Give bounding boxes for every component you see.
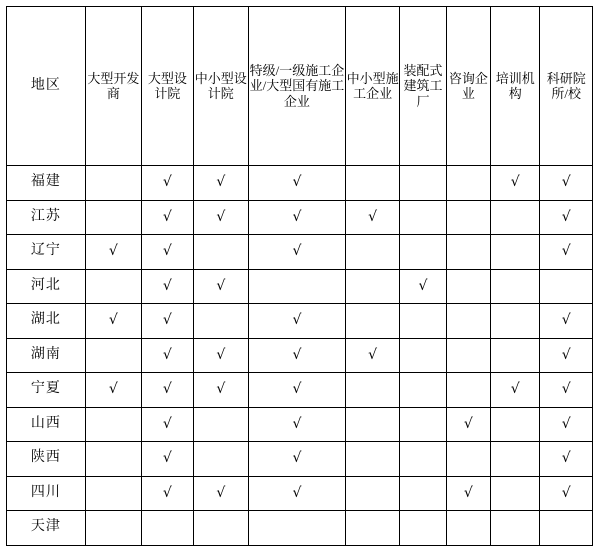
empty-cell xyxy=(345,166,399,201)
table-row xyxy=(7,269,593,304)
check-cell xyxy=(193,373,248,408)
table-row xyxy=(7,511,593,546)
check-icon: √ xyxy=(292,346,302,363)
check-icon: √ xyxy=(216,208,226,225)
check-cell xyxy=(85,373,141,408)
table-row xyxy=(7,476,593,511)
empty-cell xyxy=(446,200,490,235)
empty-cell xyxy=(400,373,446,408)
check-icon: √ xyxy=(292,484,302,501)
empty-cell xyxy=(85,476,141,511)
check-icon: √ xyxy=(418,277,428,294)
empty-cell xyxy=(491,407,540,442)
check-cell xyxy=(193,200,248,235)
empty-cell xyxy=(400,166,446,201)
check-cell xyxy=(142,304,193,339)
region-cell: 四川 xyxy=(7,476,86,511)
check-icon: √ xyxy=(216,484,226,501)
check-cell xyxy=(142,373,193,408)
check-cell xyxy=(142,338,193,373)
column-header-prefabrication-factory: 装配式建筑工厂 xyxy=(400,7,446,166)
table-body xyxy=(7,166,593,546)
table-row xyxy=(7,338,593,373)
empty-cell xyxy=(85,511,141,546)
empty-cell xyxy=(142,511,193,546)
column-header-small-medium-design-institute: 中小型设计院 xyxy=(193,7,248,166)
check-cell xyxy=(142,166,193,201)
check-icon: √ xyxy=(162,484,172,501)
check-cell xyxy=(491,166,540,201)
check-icon: √ xyxy=(162,312,172,329)
table-row xyxy=(7,407,593,442)
check-icon: √ xyxy=(292,208,302,225)
check-cell xyxy=(540,373,593,408)
region-cell: 河北 xyxy=(7,269,86,304)
check-icon: √ xyxy=(561,346,571,363)
check-icon: √ xyxy=(561,484,571,501)
empty-cell xyxy=(400,511,446,546)
check-icon: √ xyxy=(561,208,571,225)
check-icon: √ xyxy=(292,450,302,467)
column-header-special-grade-construction-enterprise: 特级/一级施工企业/大型国有施工企业 xyxy=(249,7,346,166)
empty-cell xyxy=(345,442,399,477)
check-icon: √ xyxy=(162,346,172,363)
table-row xyxy=(7,200,593,235)
empty-cell xyxy=(446,304,490,339)
check-icon: √ xyxy=(368,346,378,363)
empty-cell xyxy=(249,269,346,304)
check-cell xyxy=(540,235,593,270)
check-icon: √ xyxy=(292,312,302,329)
empty-cell xyxy=(491,476,540,511)
check-cell xyxy=(249,304,346,339)
table-row xyxy=(7,304,593,339)
check-icon: √ xyxy=(292,174,302,191)
check-icon: √ xyxy=(162,243,172,260)
empty-cell xyxy=(345,373,399,408)
empty-cell xyxy=(491,442,540,477)
check-icon: √ xyxy=(162,277,172,294)
empty-cell xyxy=(249,511,346,546)
empty-cell xyxy=(446,511,490,546)
empty-cell xyxy=(400,476,446,511)
check-cell xyxy=(85,235,141,270)
check-cell xyxy=(142,407,193,442)
empty-cell xyxy=(540,269,593,304)
empty-cell xyxy=(85,442,141,477)
check-cell xyxy=(249,373,346,408)
empty-cell xyxy=(345,235,399,270)
empty-cell xyxy=(85,338,141,373)
table-header xyxy=(7,7,593,166)
check-cell xyxy=(142,476,193,511)
empty-cell xyxy=(400,304,446,339)
check-cell xyxy=(249,338,346,373)
check-icon: √ xyxy=(216,174,226,191)
capability-matrix-table xyxy=(6,6,593,546)
check-cell xyxy=(142,200,193,235)
check-icon: √ xyxy=(463,484,473,501)
empty-cell xyxy=(446,235,490,270)
region-cell: 湖北 xyxy=(7,304,86,339)
empty-cell xyxy=(193,304,248,339)
check-icon: √ xyxy=(292,381,302,398)
column-header-small-medium-construction-enterprise: 中小型施工企业 xyxy=(345,7,399,166)
check-cell xyxy=(540,304,593,339)
empty-cell xyxy=(85,269,141,304)
column-header-consulting-enterprise: 咨询企业 xyxy=(446,7,490,166)
check-icon: √ xyxy=(162,450,172,467)
check-cell xyxy=(193,338,248,373)
empty-cell xyxy=(193,235,248,270)
check-icon: √ xyxy=(561,415,571,432)
empty-cell xyxy=(345,476,399,511)
check-cell xyxy=(249,442,346,477)
empty-cell xyxy=(446,373,490,408)
region-cell: 福建 xyxy=(7,166,86,201)
empty-cell xyxy=(491,269,540,304)
empty-cell xyxy=(446,442,490,477)
empty-cell xyxy=(193,442,248,477)
check-icon: √ xyxy=(108,381,118,398)
check-cell xyxy=(400,269,446,304)
empty-cell xyxy=(446,338,490,373)
check-cell xyxy=(446,476,490,511)
region-cell: 湖南 xyxy=(7,338,86,373)
check-cell xyxy=(249,476,346,511)
check-cell xyxy=(249,166,346,201)
region-cell: 天津 xyxy=(7,511,86,546)
region-cell: 辽宁 xyxy=(7,235,86,270)
check-cell xyxy=(491,373,540,408)
column-header-large-developer: 大型开发商 xyxy=(85,7,141,166)
check-icon: √ xyxy=(463,415,473,432)
check-icon: √ xyxy=(561,243,571,260)
empty-cell xyxy=(400,442,446,477)
empty-cell xyxy=(491,235,540,270)
check-icon: √ xyxy=(561,381,571,398)
check-cell xyxy=(345,338,399,373)
column-header-large-design-institute: 大型设计院 xyxy=(142,7,193,166)
check-cell xyxy=(540,476,593,511)
empty-cell xyxy=(491,338,540,373)
table-row xyxy=(7,442,593,477)
check-icon: √ xyxy=(292,243,302,260)
empty-cell xyxy=(193,407,248,442)
check-icon: √ xyxy=(108,243,118,260)
check-icon: √ xyxy=(162,208,172,225)
empty-cell xyxy=(400,338,446,373)
empty-cell xyxy=(491,200,540,235)
column-header-region: 地区 xyxy=(7,7,86,166)
empty-cell xyxy=(345,407,399,442)
check-cell xyxy=(540,407,593,442)
check-icon: √ xyxy=(510,174,520,191)
check-cell xyxy=(249,407,346,442)
empty-cell xyxy=(85,407,141,442)
region-cell: 山西 xyxy=(7,407,86,442)
region-cell: 江苏 xyxy=(7,200,86,235)
empty-cell xyxy=(345,304,399,339)
check-cell xyxy=(193,269,248,304)
check-cell xyxy=(142,442,193,477)
region-cell: 宁夏 xyxy=(7,373,86,408)
empty-cell xyxy=(345,511,399,546)
check-cell xyxy=(249,200,346,235)
check-cell xyxy=(345,200,399,235)
region-cell: 陕西 xyxy=(7,442,86,477)
check-icon: √ xyxy=(561,450,571,467)
empty-cell xyxy=(491,304,540,339)
table-row xyxy=(7,235,593,270)
check-cell xyxy=(193,476,248,511)
check-icon: √ xyxy=(162,381,172,398)
empty-cell xyxy=(345,269,399,304)
check-icon: √ xyxy=(561,312,571,329)
empty-cell xyxy=(446,166,490,201)
column-header-research-institute-school: 科研院所/校 xyxy=(540,7,593,166)
check-icon: √ xyxy=(216,346,226,363)
empty-cell xyxy=(400,200,446,235)
check-cell xyxy=(142,269,193,304)
column-header-training-institution: 培训机构 xyxy=(491,7,540,166)
table-row xyxy=(7,373,593,408)
check-icon: √ xyxy=(368,208,378,225)
check-cell xyxy=(249,235,346,270)
check-cell xyxy=(193,166,248,201)
check-icon: √ xyxy=(510,381,520,398)
check-icon: √ xyxy=(162,415,172,432)
empty-cell xyxy=(446,269,490,304)
document-page xyxy=(0,6,600,540)
check-cell xyxy=(142,235,193,270)
check-icon: √ xyxy=(216,381,226,398)
table-row xyxy=(7,166,593,201)
check-icon: √ xyxy=(162,174,172,191)
empty-cell xyxy=(540,511,593,546)
empty-cell xyxy=(85,200,141,235)
empty-cell xyxy=(193,511,248,546)
check-cell xyxy=(85,304,141,339)
header-row xyxy=(7,7,593,166)
check-cell xyxy=(446,407,490,442)
check-icon: √ xyxy=(216,277,226,294)
empty-cell xyxy=(491,511,540,546)
check-icon: √ xyxy=(292,415,302,432)
empty-cell xyxy=(400,407,446,442)
check-cell xyxy=(540,200,593,235)
check-cell xyxy=(540,338,593,373)
check-cell xyxy=(540,442,593,477)
check-icon: √ xyxy=(108,312,118,329)
check-cell xyxy=(540,166,593,201)
empty-cell xyxy=(400,235,446,270)
check-icon: √ xyxy=(561,174,571,191)
empty-cell xyxy=(85,166,141,201)
